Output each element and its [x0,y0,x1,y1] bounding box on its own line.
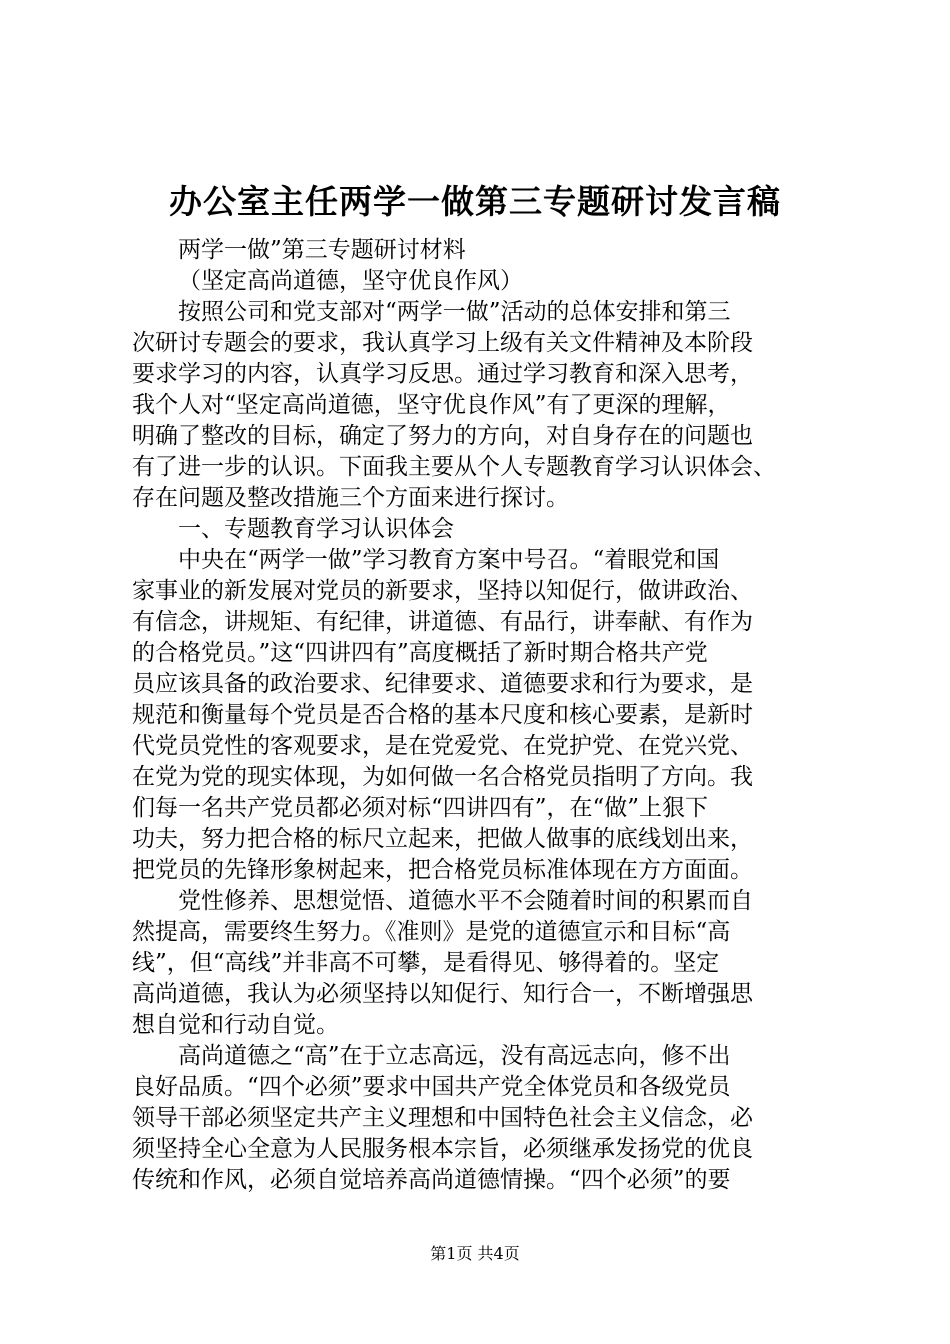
body-line: （坚定高尚道德，坚守优良作风） [178,268,523,294]
body-line: 一、专题教育学习认识体会 [178,516,454,542]
body-line: 线”，但“高线”并非高不可攀，是看得见、够得着的。坚定 [132,950,720,976]
body-line: 的合格党员。”这“四讲四有”高度概括了新时期合格共产党 [132,640,708,666]
body-line: 规范和衡量每个党员是否合格的基本尺度和核心要素，是新时 [132,702,753,728]
body-line: 存在问题及整改措施三个方面来进行探讨。 [132,485,569,511]
body-line: 我个人对“坚定高尚道德，坚守优良作风”有了更深的理解， [132,392,731,418]
document-title: 办公室主任两学一做第三专题研讨发言稿 [169,182,781,221]
document-body [132,235,832,1196]
body-line: 高尚道德之“高”在于立志高远，没有高远志向，修不出 [178,1043,731,1069]
body-line: 有信念，讲规矩、有纪律，讲道德、有品行，讲奉献、有作为 [132,609,753,635]
body-line: 领导干部必须坚定共产主义理想和中国特色社会主义信念，必 [132,1105,753,1131]
body-line: 然提高，需要终生努力。《准则》是党的道德宣示和目标“高 [132,919,731,945]
body-line: 员应该具备的政治要求、纪律要求、道德要求和行为要求，是 [132,671,753,697]
body-line: 有了进一步的认识。下面我主要从个人专题教育学习认识体会、 [132,454,776,480]
body-line: 次研讨专题会的要求，我认真学习上级有关文件精神及本阶段 [132,330,753,356]
body-line: 高尚道德，我认为必须坚持以知促行、知行合一，不断增强思 [132,981,753,1007]
body-line: 们每一名共产党员都必须对标“四讲四有”，在“做”上狠下 [132,795,709,821]
body-line: 两学一做”第三专题研讨材料 [178,237,466,263]
body-line: 明确了整改的目标，确定了努力的方向，对自身存在的问题也 [132,423,753,449]
body-line: 想自觉和行动自觉。 [132,1012,339,1038]
body-line: 把党员的先锋形象树起来，把合格党员标准体现在方方面面。 [132,857,753,883]
body-line: 传统和作风，必须自觉培养高尚道德情操。“四个必须”的要 [132,1167,731,1193]
body-line: 良好品质。“四个必须”要求中国共产党全体党员和各级党员 [132,1074,731,1100]
body-line: 功夫，努力把合格的标尺立起来，把做人做事的底线划出来， [132,826,753,852]
body-line: 家事业的新发展对党员的新要求，坚持以知促行，做讲政治、 [132,578,753,604]
page-footer: 第1页 共4页 [430,1244,520,1263]
body-line: 党性修养、思想觉悟、道德水平不会随着时间的积累而自 [178,888,753,914]
body-line: 在党为党的现实体现，为如何做一名合格党员指明了方向。我 [132,764,753,790]
body-line: 要求学习的内容，认真学习反思。通过学习教育和深入思考， [132,361,753,387]
body-line: 按照公司和党支部对“两学一做”活动的总体安排和第三 [178,299,731,325]
body-line: 中央在“两学一做”学习教育方案中号召。“着眼党和国 [178,547,720,573]
body-line: 须坚持全心全意为人民服务根本宗旨，必须继承发扬党的优良 [132,1136,753,1162]
body-line: 代党员党性的客观要求，是在党爱党、在党护党、在党兴党、 [132,733,753,759]
